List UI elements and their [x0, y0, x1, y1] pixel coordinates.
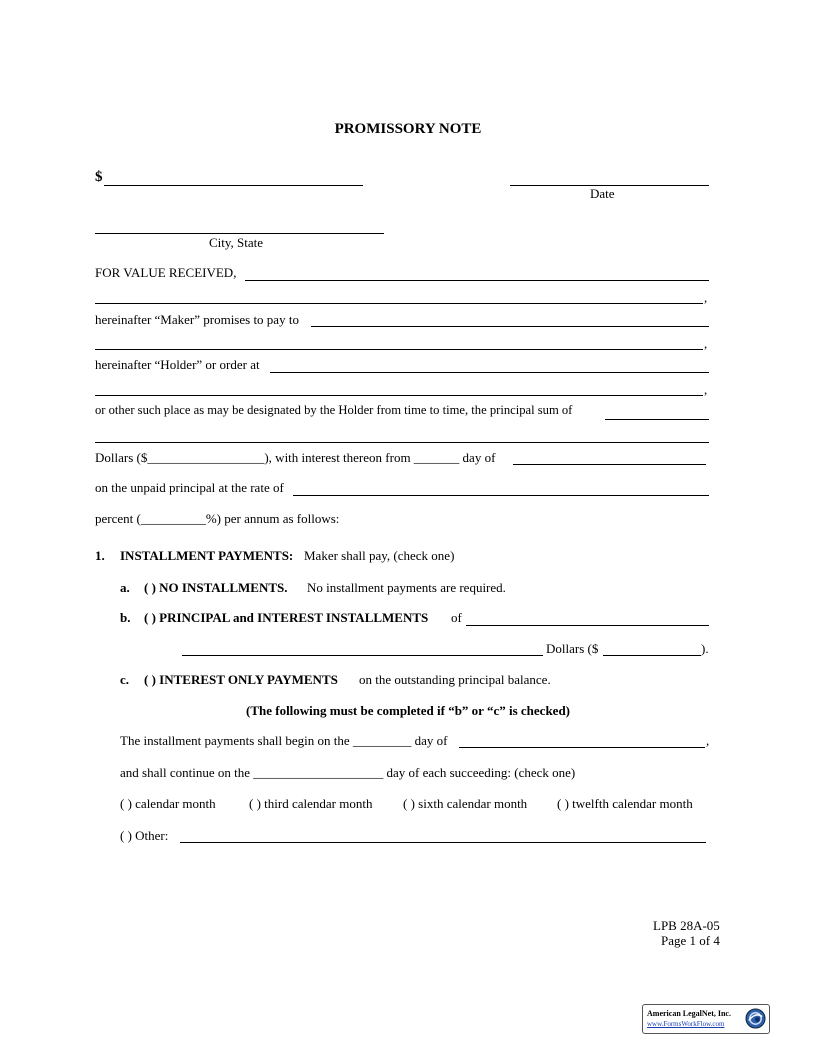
no-installments-desc: No installment payments are required. — [307, 580, 506, 595]
rate-field[interactable] — [293, 495, 709, 496]
third-calendar-month-option[interactable]: ( ) third calendar month — [249, 796, 373, 811]
date-label: Date — [590, 186, 615, 201]
logo-url[interactable]: www.FormsWorkFlow.com — [647, 1020, 725, 1028]
maker-name-field[interactable] — [245, 280, 709, 281]
holder-label: hereinafter “Holder” or order at — [95, 357, 260, 372]
option-a-letter: a. — [120, 580, 130, 595]
form-id: LPB 28A-05 — [653, 918, 720, 933]
begin-label: The installment payments shall begin on the _________ day of — [120, 733, 448, 748]
city-state-label: City, State — [209, 235, 264, 250]
sixth-calendar-month-option[interactable]: ( ) sixth calendar month — [403, 796, 528, 811]
holder-name-field[interactable] — [311, 326, 709, 327]
comma: , — [704, 336, 708, 351]
other-option[interactable]: ( ) Other: — [120, 828, 169, 843]
continue-label: and shall continue on the ____________________ day of each succeeding: (check one) — [120, 765, 576, 780]
option-b-letter: b. — [120, 610, 131, 625]
comma: , — [704, 290, 708, 305]
other-field[interactable] — [180, 842, 706, 843]
principal-sum-words-field[interactable] — [95, 442, 709, 443]
begin-comma: , — [706, 733, 710, 748]
check-one-label: Maker shall pay, (check one) — [304, 548, 455, 563]
comma: , — [704, 382, 708, 397]
payment-address-field-2[interactable] — [95, 395, 703, 396]
interest-only-checkbox[interactable]: ( ) INTEREST ONLY PAYMENTS — [144, 672, 338, 687]
page-title: PROMISSORY NOTE — [334, 121, 482, 137]
completion-note: (The following must be completed if “b” or “c” is checked) — [245, 703, 571, 718]
interest-month-field[interactable] — [513, 464, 706, 465]
calendar-month-option[interactable]: ( ) calendar month — [120, 796, 216, 811]
principal-interest-checkbox[interactable]: ( ) PRINCIPAL and INTEREST INSTALLMENTS — [144, 610, 429, 625]
dollars-label: Dollars ($ — [546, 641, 599, 656]
option-c-letter: c. — [120, 672, 130, 687]
twelfth-calendar-month-option[interactable]: ( ) twelfth calendar month — [557, 796, 693, 811]
rate-label: on the unpaid principal at the rate of — [95, 480, 284, 495]
interest-only-desc: on the outstanding principal balance. — [359, 672, 551, 687]
for-value-received-label: FOR VALUE RECEIVED, — [95, 265, 237, 280]
installment-payments-heading: INSTALLMENT PAYMENTS: — [120, 548, 294, 563]
logo-company: American LegalNet, Inc. — [647, 1009, 731, 1018]
city-state-field[interactable] — [95, 233, 384, 234]
begin-month-field[interactable] — [459, 747, 705, 748]
of-label: of — [451, 610, 462, 625]
payment-address-field[interactable] — [270, 372, 709, 373]
installment-dollar-field[interactable] — [603, 655, 701, 656]
installment-amount-words-field[interactable] — [182, 655, 543, 656]
principal-sum-label: or other such place as may be designated by the Holder from time to time, the principal sum of — [95, 403, 573, 417]
dollar-sign: $ — [95, 169, 103, 185]
globe-icon — [745, 1008, 766, 1029]
holder-name-field-2[interactable] — [95, 349, 703, 350]
principal-sum-field[interactable] — [605, 419, 709, 420]
percent-label: percent (__________%) per annum as follows: — [95, 511, 340, 526]
no-installments-checkbox[interactable]: ( ) NO INSTALLMENTS. — [144, 580, 288, 595]
amount-field[interactable] — [104, 185, 363, 186]
maker-address-field[interactable] — [95, 303, 703, 304]
page-number: Page 1 of 4 — [661, 933, 720, 948]
maker-promises-label: hereinafter “Maker” promises to pay to — [95, 312, 299, 327]
american-legalnet-logo[interactable] — [642, 1004, 770, 1034]
close-paren: ). — [701, 641, 709, 656]
dollars-interest-label: Dollars ($__________________), with interest thereon from _______ day of — [95, 450, 496, 465]
installment-amount-field[interactable] — [466, 625, 709, 626]
section-number: 1. — [95, 548, 105, 563]
